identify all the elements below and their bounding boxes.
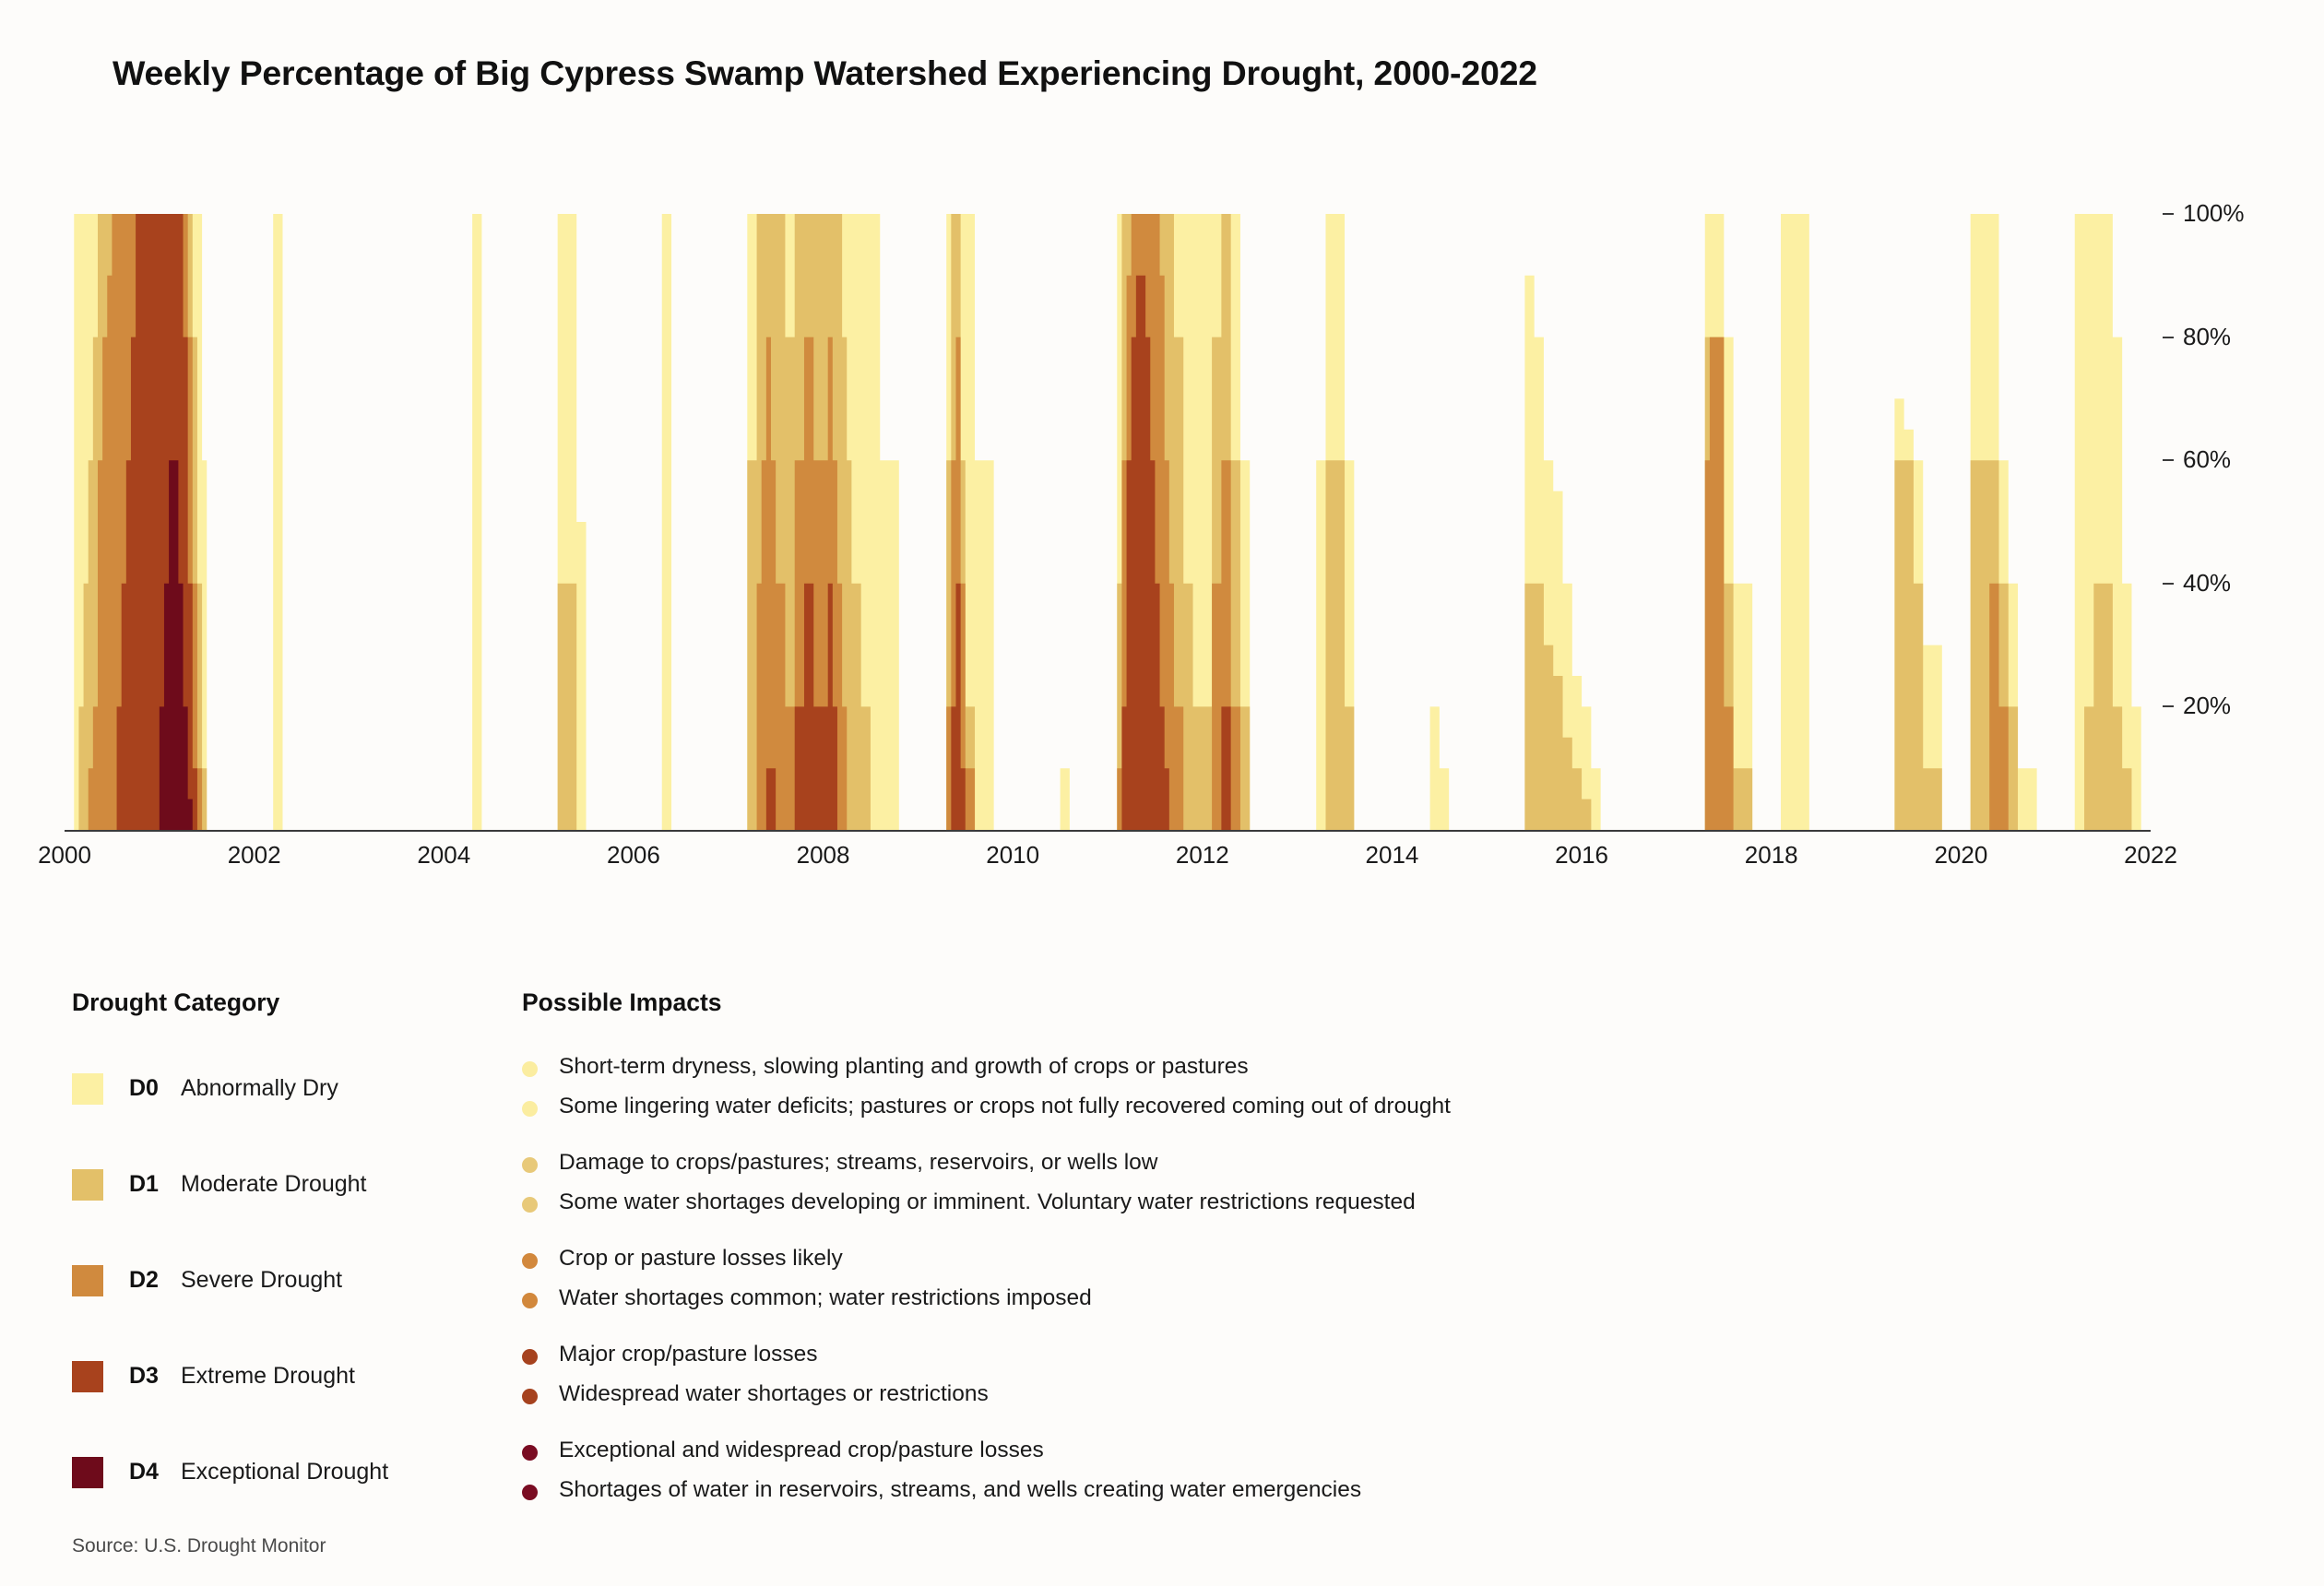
legend-impact-text: Damage to crops/pastures; streams, reservoirs, or wells low (559, 1150, 1158, 1175)
y-tick-mark (2163, 213, 2174, 215)
legend-impact-dot (522, 1061, 538, 1077)
x-tick-label: 2012 (1175, 841, 1229, 869)
legend-category-row-d3[interactable] (72, 1359, 478, 1396)
drought-area-chart (65, 214, 2151, 830)
legend-impact-dot (522, 1293, 538, 1308)
y-tick-label: 100% (2183, 199, 2245, 227)
x-tick-label: 2008 (796, 841, 850, 869)
legend-swatch-d3 (72, 1361, 103, 1392)
legend-impacts-heading: Possible Impacts (522, 988, 722, 1016)
x-tick-label: 2022 (2124, 841, 2177, 869)
legend-category-label: Extreme Drought (181, 1363, 355, 1389)
x-tick-label: 2014 (1365, 841, 1419, 869)
legend-impact-text: Shortages of water in reservoirs, streams, and wells creating water emergencies (559, 1477, 1362, 1502)
page-title: Weekly Percentage of Big Cypress Swamp Watershed Experiencing Drought, 2000-2022 (113, 53, 1537, 92)
legend-impact-dot (522, 1197, 538, 1213)
legend-swatch-d2 (72, 1265, 103, 1296)
legend-impact-dot (522, 1389, 538, 1404)
legend-swatch-d4 (72, 1457, 103, 1488)
legend-category-row-d4[interactable] (72, 1455, 478, 1492)
legend-category-row-d0[interactable] (72, 1071, 478, 1108)
legend-category-code: D0 (129, 1075, 159, 1101)
legend-impact-text: Major crop/pasture losses (559, 1342, 818, 1367)
y-axis-ticks (2163, 199, 2273, 830)
legend-category-row-d1[interactable] (72, 1167, 478, 1204)
x-tick-label: 2006 (606, 841, 660, 869)
y-tick-mark (2163, 705, 2174, 707)
y-tick-label: 40% (2183, 568, 2232, 597)
legend-category-code: D1 (129, 1171, 159, 1197)
legend-impact-text: Widespread water shortages or restrictions (559, 1381, 989, 1406)
legend-impact-dot (522, 1349, 538, 1365)
x-axis-ticks (0, 841, 2324, 887)
x-axis-line (65, 830, 2151, 832)
x-tick-label: 2010 (986, 841, 1040, 869)
x-tick-label: 2016 (1555, 841, 1608, 869)
legend-category-row-d2[interactable] (72, 1263, 478, 1300)
legend-category-label: Severe Drought (181, 1267, 343, 1293)
legend-impact-text: Some lingering water deficits; pastures or crops not fully recovered coming out of drought (559, 1094, 1451, 1118)
legend-impact-text: Crop or pasture losses likely (559, 1246, 843, 1271)
legend-category-code: D2 (129, 1267, 159, 1293)
y-tick-label: 80% (2183, 322, 2232, 350)
legend-category-label: Moderate Drought (181, 1171, 367, 1197)
y-tick-mark (2163, 583, 2174, 585)
legend-category-label: Abnormally Dry (181, 1075, 338, 1101)
legend-swatch-d0 (72, 1073, 103, 1105)
legend-category-code: D3 (129, 1363, 159, 1389)
legend-category-label: Exceptional Drought (181, 1459, 389, 1485)
series-D4 (69, 460, 2145, 830)
x-tick-label: 2020 (1934, 841, 1988, 869)
x-tick-label: 2004 (417, 841, 471, 869)
series-D3 (69, 214, 2145, 830)
legend-impact-text: Exceptional and widespread crop/pasture losses (559, 1438, 1044, 1462)
legend-impact-dot (522, 1445, 538, 1461)
legend-impact-dot (522, 1101, 538, 1117)
plot-area (65, 214, 2151, 830)
legend-impact-text: Some water shortages developing or imminent. Voluntary water restrictions requested (559, 1190, 1416, 1214)
y-tick-label: 60% (2183, 445, 2232, 474)
y-tick-mark (2163, 459, 2174, 461)
series-D2 (69, 214, 2145, 830)
legend-category-code: D4 (129, 1459, 159, 1485)
legend-impact-dot (522, 1485, 538, 1500)
legend-swatch-d1 (72, 1169, 103, 1201)
source-note: Source: U.S. Drought Monitor (72, 1535, 326, 1556)
y-tick-mark (2163, 337, 2174, 338)
x-tick-label: 2018 (1744, 841, 1798, 869)
series-D1 (69, 214, 2145, 830)
legend-impact-dot (522, 1253, 538, 1269)
legend-impact-text: Water shortages common; water restrictions imposed (559, 1285, 1092, 1310)
legend-category-heading: Drought Category (72, 988, 280, 1016)
x-tick-label: 2000 (38, 841, 91, 869)
x-tick-label: 2002 (227, 841, 281, 869)
legend-impact-text: Short-term dryness, slowing planting and growth of crops or pastures (559, 1054, 1249, 1079)
series-D0 (69, 214, 2145, 830)
legend-impact-dot (522, 1157, 538, 1173)
y-tick-label: 20% (2183, 692, 2232, 720)
